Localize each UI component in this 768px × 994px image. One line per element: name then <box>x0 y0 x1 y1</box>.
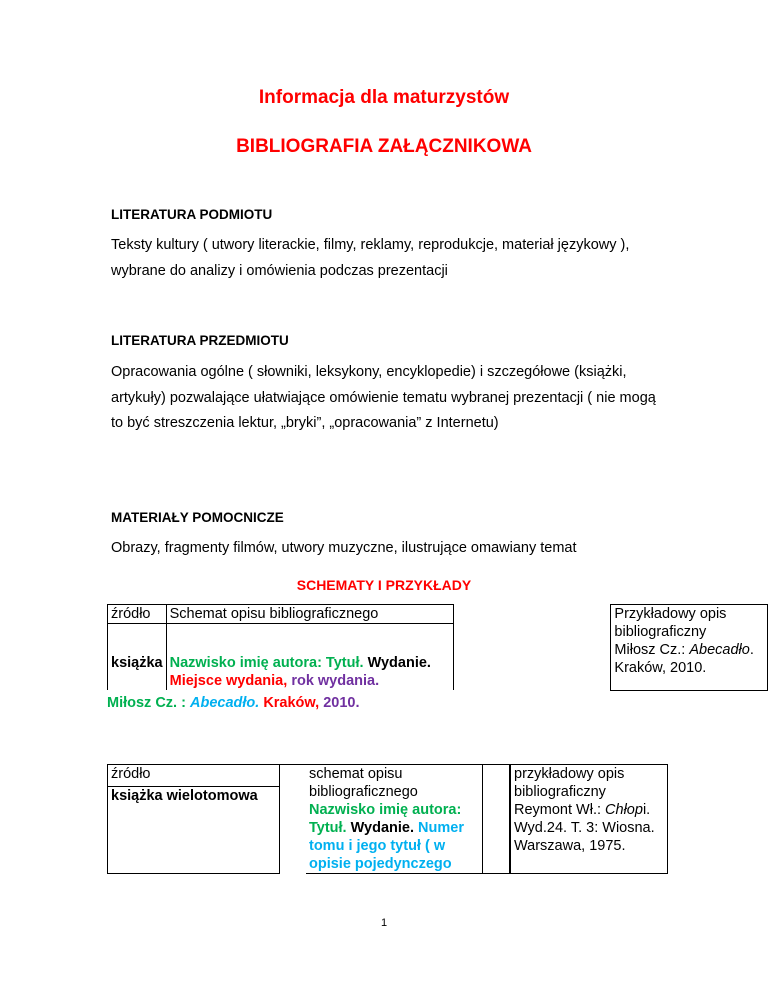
table-book <box>107 604 768 691</box>
table-row <box>108 605 768 624</box>
section-heading: LITERATURA PODMIOTU <box>111 207 273 222</box>
table-cell: schemat opisu bibliograficznego Nazwisko imię autora: Tytuł. Wydanie. Numer tomu i jego tytuł ( w opisie pojedynczego <box>306 765 483 874</box>
table-spacer <box>454 605 611 624</box>
page-title: Informacja dla maturzystów <box>258 87 510 108</box>
table-cell: Przykładowy opis bibliograficzny Miłosz Cz.: Abecadło. Kraków, 2010. <box>611 605 768 691</box>
section-text: Obrazy, fragmenty filmów, utwory muzyczne, ilustrujące omawiany temat <box>111 540 577 556</box>
section-text: Opracowania ogólne ( słowniki, leksykony, encyklopedie) i szczegółowe (książki, artykuły) pozwalające ułatwiające omówienie tematu wybranej prezentacji ( nie mogą to być streszczenia lektur, „bryki”, „opracowania” z Internetu) <box>111 364 656 431</box>
table-row <box>108 765 668 787</box>
table-cell: przykładowy opis bibliograficzny Reymont Wł.: Chłopi. Wyd.24. T. 3: Wiosna. Warszawa, 1975. <box>510 765 668 874</box>
table-multivolume <box>107 764 668 874</box>
schematy-title: SCHEMATY I PRZYKŁADY <box>296 577 472 593</box>
section-heading: LITERATURA PRZEDMIOTU <box>111 333 289 348</box>
table-spacer <box>454 624 611 691</box>
example-note: Miłosz Cz. : Abecadło. Kraków, 2010. <box>107 695 360 711</box>
table-cell: źródło <box>108 765 280 787</box>
section-heading: MATERIAŁY POMOCNICZE <box>111 510 284 525</box>
table-cell: źródło <box>108 605 167 624</box>
section-text: Teksty kultury ( utwory literackie, filmy, reklamy, reprodukcje, materiał językowy ), wybrane do analizy i omówienia podczas prezentacji <box>111 237 630 279</box>
table-spacer <box>280 765 307 874</box>
table-spacer <box>483 765 511 874</box>
page-subtitle: BIBLIOGRAFIA ZAŁĄCZNIKOWA <box>236 136 532 157</box>
page-number: 1 <box>380 917 388 929</box>
table-cell: książka <box>108 624 167 691</box>
table-cell: Schemat opisu bibliograficznego <box>166 605 454 624</box>
table-cell: Nazwisko imię autora: Tytuł. Wydanie. Miejsce wydania, rok wydania. <box>166 624 454 691</box>
table-cell: książka wielotomowa <box>108 787 280 874</box>
